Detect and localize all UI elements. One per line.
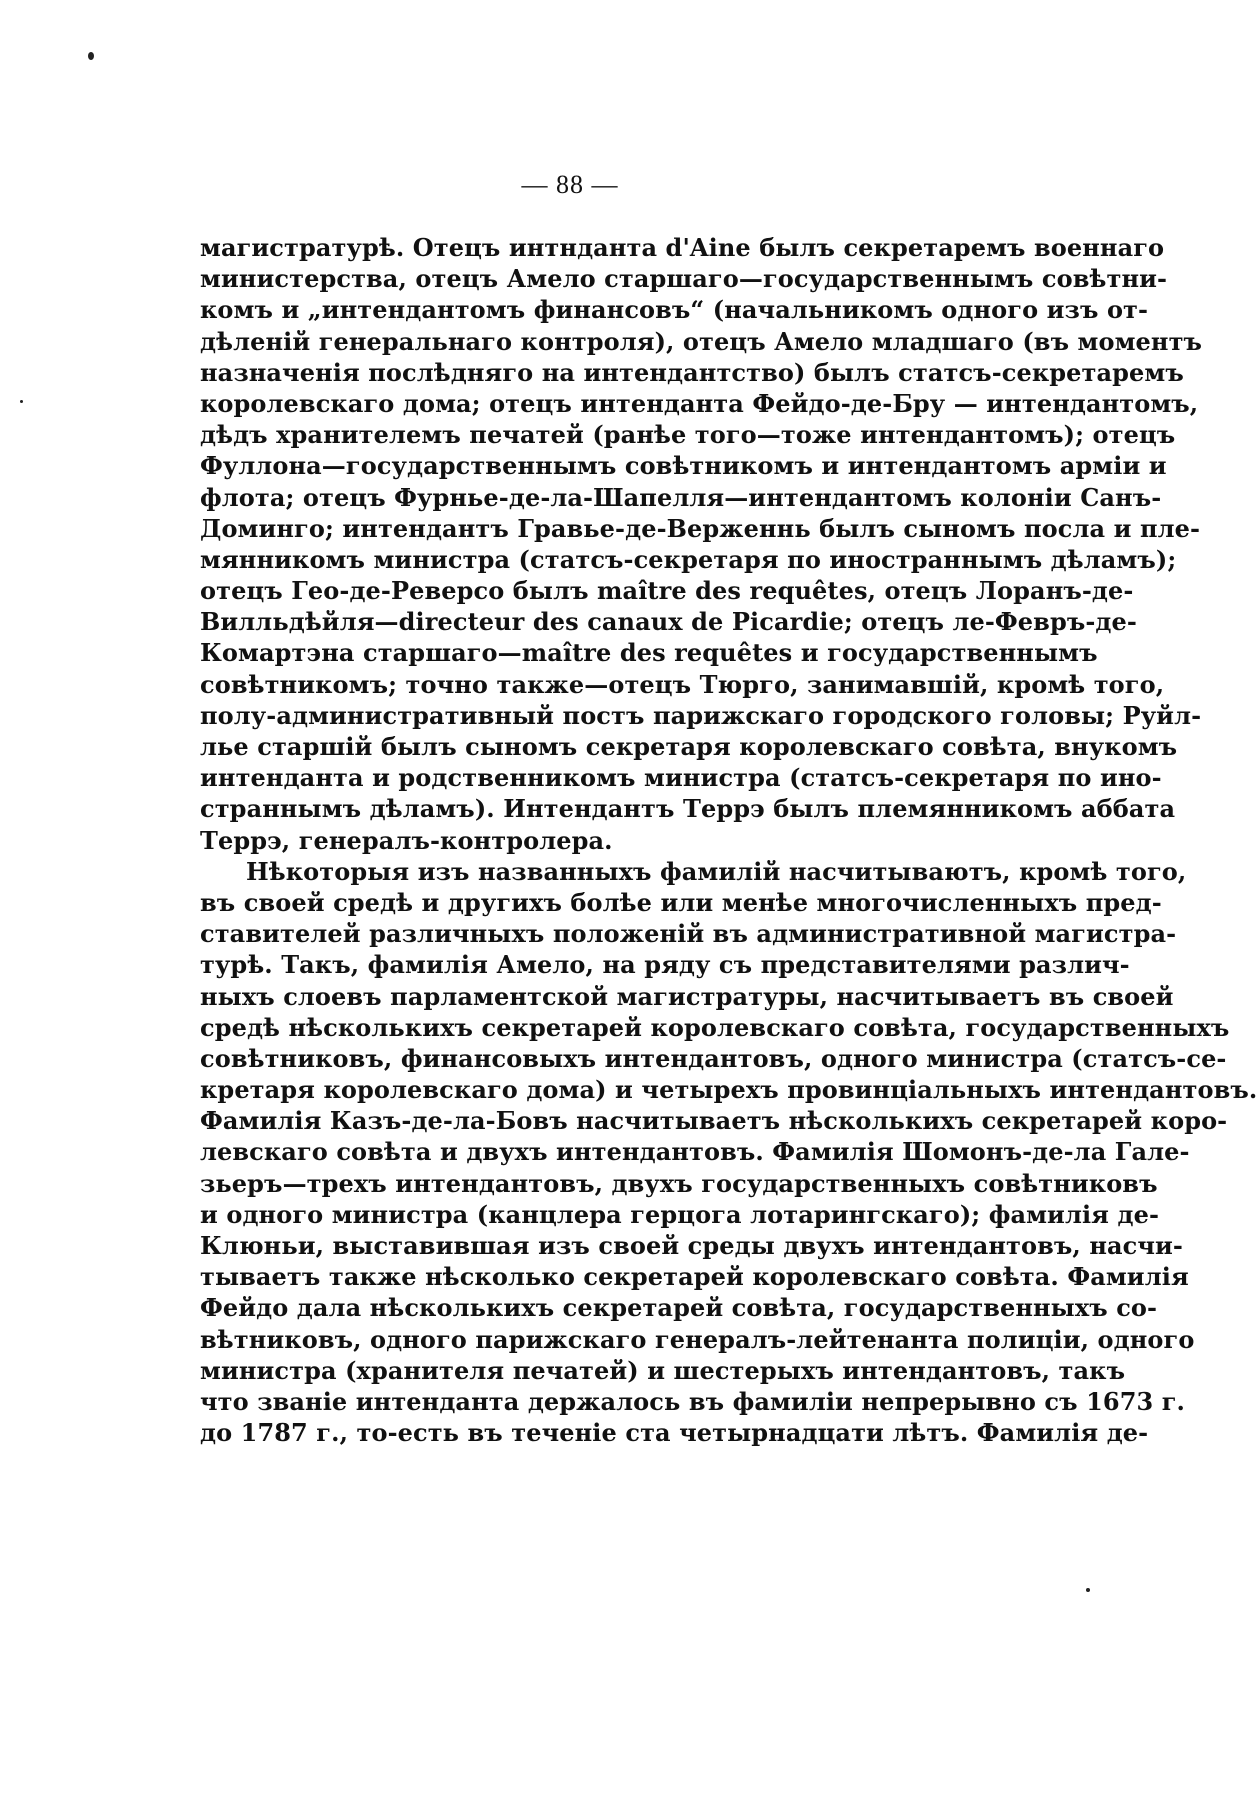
text-line: въ своей средѣ и другихъ болѣе или менѣе многочисленныхъ пред- (200, 887, 1162, 917)
text-line: комъ и „интендантомъ финансовъ“ (начальникомъ одного изъ от- (200, 295, 1149, 325)
text-line: министра (хранителя печатей) и шестерыхъ интендантовъ, такъ (200, 1355, 1126, 1385)
text-line: дѣдъ хранителемъ печатей (ранѣе того—тоже интендантомъ); отецъ (200, 420, 1176, 450)
text-line: что званіе интенданта держалось въ фамиліи непрерывно съ 1673 г. (200, 1386, 1186, 1416)
paragraph (200, 232, 1203, 856)
text-line: средѣ нѣсколькихъ секретарей королевскаго совѣта, государственныхъ (200, 1012, 1230, 1042)
paragraph (200, 856, 1257, 1449)
body-text (200, 232, 1257, 1448)
page-number: — 88 — (521, 170, 619, 199)
text-line: зьеръ—трехъ интендантовъ, двухъ государственныхъ совѣтниковъ (200, 1168, 1158, 1198)
text-line: Доминго; интендантъ Гравье-де-Верженнь былъ сыномъ посла и пле- (200, 513, 1201, 543)
text-line: лье старшій былъ сыномъ секретаря королевскаго совѣта, внукомъ (200, 732, 1178, 761)
text-line: ставителей различныхъ положеній въ административной магистра- (200, 919, 1177, 949)
text-line: вѣтниковъ, одного парижскаго генералъ-лейтенанта полиціи, одного (200, 1324, 1195, 1354)
text-line: турѣ. Такъ, фамилія Амело, на ряду съ представителями различ- (200, 950, 1130, 980)
text-line: Комартэна старшаго—maître des requêtes и государственнымъ (200, 638, 1098, 668)
text-line: Фейдо дала нѣсколькихъ секретарей совѣта, государственныхъ со- (200, 1293, 1158, 1323)
scan-speck (88, 52, 94, 60)
text-line: совѣтниковъ, финансовыхъ интендантовъ, одного министра (статсъ-се- (200, 1043, 1227, 1073)
text-line: ныхъ слоевъ парламентской магистратуры, насчитываетъ въ своей (200, 981, 1174, 1011)
text-line: интенданта и родственникомъ министра (статсъ-секретаря по ино- (200, 763, 1162, 793)
text-line: совѣтникомъ; точно также—отецъ Тюрго, занимавшій, кромѣ того, (200, 669, 1165, 699)
text-line: кретаря королевскаго дома) и четырехъ провинціальныхъ интендантовъ. (200, 1075, 1257, 1105)
text-line: Нѣкоторыя изъ названныхъ фамилій насчитываютъ, кромѣ того, (246, 856, 1187, 886)
text-line: магистратурѣ. Отецъ интнданта d'Aine былъ секретаремъ военнаго (200, 233, 1165, 262)
text-line: министерства, отецъ Амело старшаго—государственнымъ совѣтни- (200, 264, 1168, 294)
text-line: отецъ Гео-де-Реверсо былъ maître des requêtes, отецъ Лоранъ-де- (200, 576, 1134, 606)
text-line: Клюньи, выставившая изъ своей среды двухъ интендантовъ, насчи- (200, 1231, 1183, 1260)
text-line: Террэ, генералъ-контролера. (200, 825, 613, 855)
text-line: мянникомъ министра (статсъ-секретаря по иностраннымъ дѣламъ); (200, 544, 1177, 574)
text-line: дѣленій генеральнаго контроля), отецъ Амело младшаго (въ моментъ (200, 326, 1203, 356)
text-line: Фамилія Казъ-де-ла-Бовъ насчитываетъ нѣсколькихъ секретарей коро- (200, 1106, 1228, 1136)
text-line: Вилльдѣйля—directeur des canaux de Picardie; отецъ ле-Февръ-де- (200, 607, 1137, 637)
text-line: тываетъ также нѣсколько секретарей королевскаго совѣта. Фамилія (200, 1262, 1189, 1292)
text-line: и одного министра (канцлера герцога лотарингскаго); фамилія де- (200, 1199, 1159, 1229)
text-line: до 1787 г., то-есть въ теченіе ста четырнадцати лѣтъ. Фамилія де- (200, 1418, 1149, 1448)
scan-speck (20, 400, 23, 403)
scan-speck (1086, 1588, 1090, 1592)
text-line: полу-административный постъ парижскаго городского головы; Руйл- (200, 700, 1202, 730)
text-line: страннымъ дѣламъ). Интендантъ Террэ былъ племянникомъ аббата (200, 794, 1176, 824)
text-line: левскаго совѣта и двухъ интендантовъ. Фамилія Шомонъ-де-ла Гале- (200, 1137, 1190, 1167)
text-line: Фуллона—государственнымъ совѣтникомъ и интендантомъ арміи и (200, 451, 1167, 481)
text-line: назначенія послѣдняго на интендантство) былъ статсъ-секретаремъ (200, 357, 1184, 387)
text-line: флота; отецъ Фурнье-де-ла-Шапелля—интендантомъ колоніи Санъ- (200, 482, 1162, 512)
text-line: королевскаго дома; отецъ интенданта Фейдо-де-Бру — интендантомъ, (200, 388, 1199, 418)
